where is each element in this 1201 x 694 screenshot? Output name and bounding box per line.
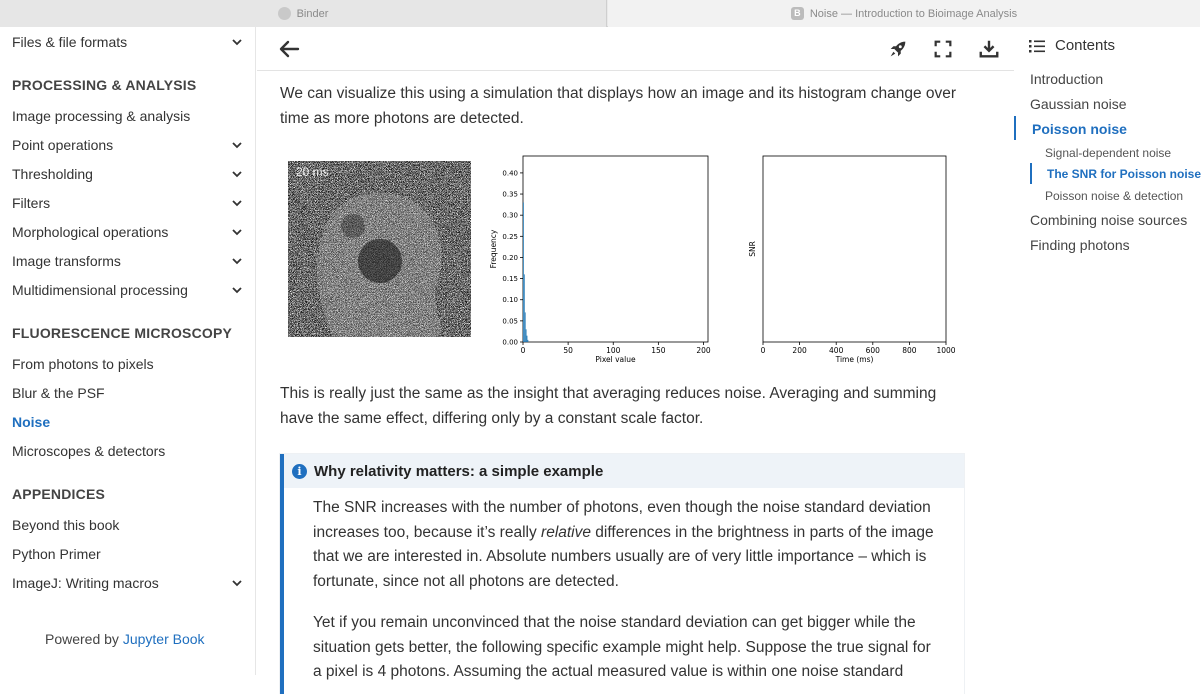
sidebar-item-beyond-this-book[interactable]: [12, 515, 244, 535]
tab-binder[interactable]: [0, 0, 607, 27]
admonition-title: [284, 454, 964, 488]
sidebar-item-imagej-macros[interactable]: [12, 573, 244, 593]
table-of-contents: [1015, 27, 1200, 675]
hist-bar: [527, 336, 528, 342]
main-content: [257, 72, 1014, 680]
binder-icon: [278, 7, 291, 20]
jupyter-book-link[interactable]: Jupyter Book: [122, 631, 205, 647]
admonition-p1-start: The SNR increases with the number of photons, even though the noise standard deviation increases too, because it’s really: [313, 499, 931, 541]
sidebar-item-microscopes-detectors[interactable]: [12, 441, 244, 461]
sidebar-item-files-file-formats[interactable]: [12, 32, 244, 52]
list-icon: [1029, 39, 1045, 53]
hist-plot-frame: [523, 156, 708, 342]
sidebar: [0, 27, 256, 675]
snr-chart: [749, 152, 959, 367]
paragraph-visualize: We can visualize this using a simulation that displays how an image and its histogram change over time as more photons are detected.: [280, 85, 957, 127]
chevron-down-icon[interactable]: [230, 35, 244, 49]
sidebar-item-label: Morphological operations: [12, 224, 169, 240]
hist-xtick-label: 100: [606, 346, 621, 355]
powered-by-prefix: Powered by: [45, 631, 123, 647]
rocket-icon: [887, 38, 909, 60]
hist-bar: [528, 340, 529, 342]
snr-xtick-label: 1000: [936, 346, 956, 355]
download-button[interactable]: [976, 36, 1002, 62]
chevron-down-icon[interactable]: [230, 196, 244, 210]
sidebar-item-multidimensional-processing[interactable]: [12, 280, 244, 300]
chevron-down-icon[interactable]: [230, 167, 244, 181]
hist-xtick-label: 0: [520, 346, 526, 355]
toc-item-introduction[interactable]: Introduction: [1030, 71, 1104, 87]
snr-plot-frame: [763, 156, 946, 342]
sidebar-item-image-transforms[interactable]: [12, 251, 244, 271]
sidebar-item-point-operations[interactable]: [12, 135, 244, 155]
sidebar-item-label: Files & file formats: [12, 34, 128, 50]
toc-item-combining-noise[interactable]: Combining noise sources: [1030, 212, 1188, 228]
noise-image-canvas: [288, 161, 471, 337]
download-icon: [978, 38, 1000, 60]
chevron-down-icon[interactable]: [230, 254, 244, 268]
sidebar-item-thresholding[interactable]: [12, 164, 244, 184]
hist-bar: [524, 274, 525, 342]
sidebar-item-blur-psf[interactable]: [12, 383, 244, 403]
chevron-down-icon[interactable]: [230, 283, 244, 297]
sidebar-item-python-primer[interactable]: [12, 544, 244, 564]
sidebar-item-label: Thresholding: [12, 166, 93, 182]
hist-ytick-label: 0.10: [502, 296, 518, 305]
sidebar-item-label: ImageJ: Writing macros: [12, 575, 159, 591]
sidebar-item-label: From photons to pixels: [12, 356, 154, 372]
sidebar-item-label: Blur & the PSF: [12, 385, 105, 401]
sidebar-item-label: Image transforms: [12, 253, 121, 269]
paragraph-averaging: This is really just the same as the insight that averaging reduces noise. Averaging and summing have the same effect, differing only by a constant scale factor.: [280, 385, 937, 427]
sidebar-heading-appendices: APPENDICES: [12, 486, 106, 502]
sidebar-item-label: Point operations: [12, 137, 114, 153]
hist-ytick-label: 0.20: [502, 253, 518, 262]
sidebar-item-filters[interactable]: [12, 193, 244, 213]
hist-xtick-label: 50: [563, 346, 573, 355]
hist-bar: [526, 329, 527, 342]
book-favicon-icon: B: [791, 7, 804, 20]
snr-xtick-label: 200: [792, 346, 807, 355]
sidebar-item-image-processing[interactable]: [12, 106, 244, 126]
chevron-down-icon[interactable]: [230, 576, 244, 590]
sidebar-item-label: Image processing & analysis: [12, 108, 191, 124]
toc-item-snr-poisson[interactable]: The SNR for Poisson noise: [1047, 167, 1201, 181]
main-header: [257, 27, 1014, 71]
snr-xtick-label: 600: [865, 346, 880, 355]
admonition-paragraph-2: Yet if you remain unconvinced that the noise standard deviation can get bigger while the situation gets better, the following specific example might help. Suppose the true signal for a pixel is 4 photons. Assuming the actual measured value is within one noise standard: [313, 614, 931, 680]
fullscreen-button[interactable]: [930, 36, 956, 62]
sidebar-item-noise[interactable]: [12, 412, 244, 432]
browser-tab-bar: [0, 0, 1200, 27]
hist-xtick-label: 200: [696, 346, 711, 355]
sidebar-heading-processing: PROCESSING & ANALYSIS: [12, 77, 197, 93]
sidebar-item-label: Microscopes & detectors: [12, 443, 166, 459]
sidebar-item-label: Multidimensional processing: [12, 282, 188, 298]
snr-xtick-label: 0: [760, 346, 766, 355]
back-button[interactable]: [276, 36, 302, 62]
sidebar-heading-fluorescence: FLUORESCENCE MICROSCOPY: [12, 325, 233, 341]
hist-ytick-label: 0.40: [502, 169, 518, 178]
info-icon: i: [292, 464, 307, 479]
hist-ytick-label: 0.30: [502, 211, 518, 220]
admonition-note: [280, 454, 964, 694]
hist-bar: [523, 203, 524, 343]
tab-noise[interactable]: [608, 0, 1200, 27]
admonition-p1-emphasis: relative: [541, 523, 591, 541]
image-time-label: 20 ms: [296, 165, 329, 179]
hist-ytick-label: 0.00: [502, 338, 518, 347]
toc-item-poisson-noise[interactable]: Poisson noise: [1032, 121, 1127, 137]
sidebar-item-label: Python Primer: [12, 546, 101, 562]
toc-item-poisson-detection[interactable]: Poisson noise & detection: [1045, 189, 1184, 203]
fullscreen-icon: [932, 38, 954, 60]
hist-ytick-label: 0.25: [502, 232, 518, 241]
hist-ytick-label: 0.05: [502, 317, 518, 326]
sidebar-item-label: Noise: [12, 414, 51, 430]
histogram-chart: [488, 152, 718, 367]
launch-button[interactable]: [885, 36, 911, 62]
toc-title: Contents: [1055, 37, 1116, 54]
tab-noise-label: Noise — Introduction to Bioimage Analysis: [809, 7, 1018, 20]
chevron-down-icon[interactable]: [230, 138, 244, 152]
back-arrow-icon: [277, 37, 301, 61]
hist-xtick-label: 150: [651, 346, 666, 355]
chevron-down-icon[interactable]: [230, 225, 244, 239]
toc-item-finding-photons[interactable]: Finding photons: [1030, 237, 1130, 253]
hist-bar: [525, 312, 526, 342]
admonition-title-text: Why relativity matters: a simple example: [314, 462, 604, 480]
toc-active-sub-bar: [1030, 163, 1032, 184]
sidebar-item-photons-to-pixels[interactable]: [12, 354, 244, 374]
snr-xtick-label: 800: [902, 346, 917, 355]
toc-active-bar: [1014, 116, 1016, 140]
hist-ytick-label: 0.35: [502, 190, 518, 199]
sidebar-item-label: Filters: [12, 195, 51, 211]
powered-by: [45, 631, 205, 647]
admonition-p1-end: differences in the brightness in parts of the image that we are interested in. Absolute numbers usually are of very little importance – which is fortunate, since not all photons are detected.: [313, 523, 934, 590]
hist-ylabel: Frequency: [489, 229, 498, 269]
toc-item-gaussian-noise[interactable]: Gaussian noise: [1030, 96, 1127, 112]
admonition-paragraph-1: [313, 496, 943, 594]
noise-simulation-image: [288, 161, 471, 337]
toc-header: [1029, 37, 1115, 54]
snr-xtick-label: 400: [829, 346, 844, 355]
snr-xlabel: Time (ms): [835, 355, 874, 364]
snr-ylabel: SNR: [748, 241, 757, 257]
tab-binder-label: Binder: [296, 7, 329, 20]
toc-item-signal-dependent-noise[interactable]: Signal-dependent noise: [1045, 146, 1172, 160]
sidebar-item-morphological-operations[interactable]: [12, 222, 244, 242]
hist-xlabel: Pixel value: [595, 355, 636, 364]
hist-ytick-label: 0.15: [502, 275, 518, 284]
sidebar-item-label: Beyond this book: [12, 517, 120, 533]
